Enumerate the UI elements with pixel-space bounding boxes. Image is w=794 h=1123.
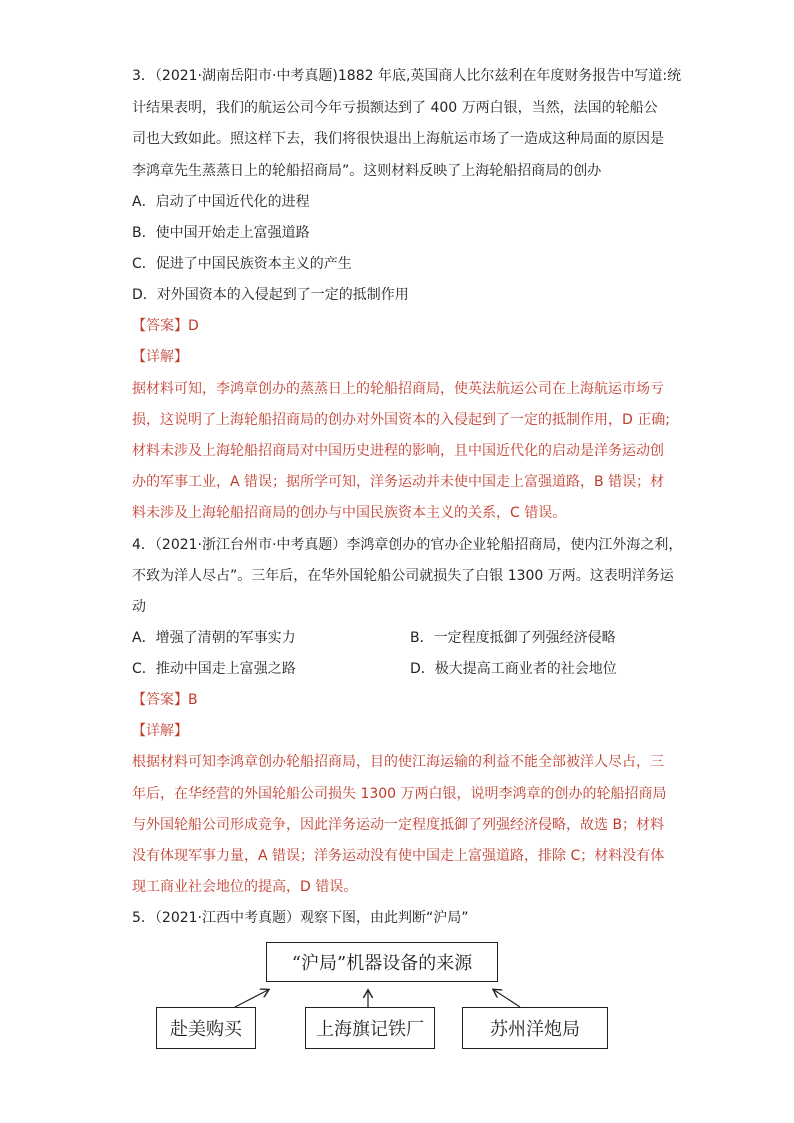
q3-stem-line-2: 计结果表明，我们的航运公司今年亏损额达到了 400 万两白银，当然，法国的轮船公 xyxy=(132,100,658,116)
q3-option-b: B．使中国开始走上富强道路 xyxy=(132,225,310,241)
q3-stem-line-4: 李鸿章先生蒸蒸日上的轮船招商局”。这则材料反映了上海轮船招商局的创办 xyxy=(132,163,602,179)
q4-detail-line-5: 现工商业社会地位的提高，D 错误。 xyxy=(132,879,358,895)
q4-answer-value: B xyxy=(188,692,198,708)
q5-diagram xyxy=(150,940,620,1055)
q3-detail-line-5: 料未涉及上海轮船招商局的创办与中国民族资本主义的关系，C 错误。 xyxy=(132,505,567,521)
q4-answer xyxy=(132,690,198,710)
diagram-top-box: “沪局”机器设备的来源 xyxy=(266,942,498,982)
q3-option-d: D．对外国资本的入侵起到了一定的抵制作用 xyxy=(132,287,409,303)
q4-stem-line-3: 动 xyxy=(132,599,146,615)
q3-detail-line-4: 办的军事工业，A 错误；据所学可知，洋务运动并未使中国走上富强道路，B 错误；材 xyxy=(132,474,665,490)
q4-option-b: B．一定程度抵御了列强经济侵略 xyxy=(410,630,616,646)
diagram-box-suzhou: 苏州洋炮局 xyxy=(462,1007,608,1049)
q4-stem-line-2: 不致为洋人尽占”。三年后，在华外国轮船公司就损失了白银 1300 万两。这表明洋务运 xyxy=(132,568,674,584)
q3-answer xyxy=(132,316,199,336)
q5-stem-line: 5．（2021·江西中考真题）观察下图，由此判断“沪局” xyxy=(132,910,469,926)
q4-option-a: A．增强了清朝的军事实力 xyxy=(132,630,296,646)
q4-detail-line-1: 根据材料可知李鸿章创办轮船招商局，目的使江海运输的利益不能全部被洋人尽占，三 xyxy=(132,754,664,770)
q3-answer-label: 【答案】 xyxy=(132,318,188,334)
q4-detail-label: 【详解】 xyxy=(132,723,188,739)
arrow-right xyxy=(494,990,520,1007)
q3-detail-line-2: 损，这说明了上海轮船招商局的创办对外国资本的入侵起到了一定的抵制作用，D 正确; xyxy=(132,412,670,428)
q4-option-c: C．推动中国走上富强之路 xyxy=(132,661,296,677)
q4-answer-label: 【答案】 xyxy=(132,692,188,708)
q3-detail-label: 【详解】 xyxy=(132,349,188,365)
q3-detail-line-1: 据材料可知，李鸿章创办的蒸蒸日上的轮船招商局，使英法航运公司在上海航运市场亏 xyxy=(132,381,664,397)
q4-detail-line-3: 与外国轮船公司形成竞争，因此洋务运动一定程度抵御了列强经济侵略，故选 B；材料 xyxy=(132,817,665,833)
q4-detail-line-4: 没有体现军事力量，A 错误；洋务运动没有使中国走上富强道路，排除 C；材料没有体 xyxy=(132,848,665,864)
q4-option-d: D．极大提高工商业者的社会地位 xyxy=(410,661,617,677)
q3-detail-line-3: 材料未涉及上海轮船招商局对中国历史进程的影响，且中国近代化的启动是洋务运动创 xyxy=(132,443,664,459)
q3-answer-value: D xyxy=(188,318,199,334)
diagram-box-usa: 赴美购买 xyxy=(156,1007,256,1049)
q4-detail-line-2: 年后，在华经营的外国轮船公司损失 1300 万两白银，说明李鸿章的创办的轮船招商局 xyxy=(132,786,667,802)
q3-option-a: A．启动了中国近代化的进程 xyxy=(132,194,310,210)
q3-option-c: C．促进了中国民族资本主义的产生 xyxy=(132,256,352,272)
diagram-box-shanghai: 上海旗记铁厂 xyxy=(305,1007,435,1049)
q3-stem-line-1: 3．（2021·湖南岳阳市·中考真题)1882 年底,英国商人比尔兹利在年度财务报告中写道:统 xyxy=(132,68,682,84)
q4-stem-line-1: 4．（2021·浙江台州市·中考真题）李鸿章创办的官办企业轮船招商局，使内江外海之利， xyxy=(132,537,683,553)
arrow-left xyxy=(235,990,268,1007)
q3-stem-line-3: 司也大致如此。照这样下去，我们将很快退出上海航运市场了一造成这种局面的原因是 xyxy=(132,131,664,147)
